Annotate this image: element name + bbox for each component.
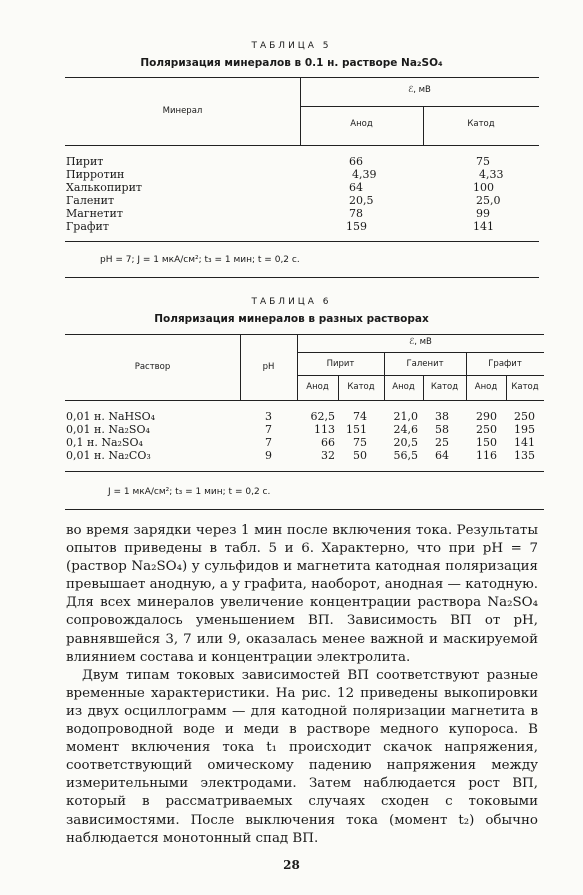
table5-bottom-rule xyxy=(65,241,539,242)
table5-cell-anode: 159 xyxy=(346,220,367,233)
table6-sub-anode: Анод xyxy=(306,382,329,392)
table5-top-rule xyxy=(65,77,539,78)
table6-cell-ph: 7 xyxy=(265,423,272,436)
table5-cell-mineral: Магнетит xyxy=(66,207,123,220)
table6-group-rule xyxy=(297,352,544,353)
table5-header-bottom-rule xyxy=(65,145,539,146)
table6-mineral-graphite: Графит xyxy=(488,359,522,369)
table6-cell-value: 56,5 xyxy=(393,449,418,462)
table5-cell-mineral: Графит xyxy=(66,220,109,233)
table5-cell-anode: 20,5 xyxy=(349,194,374,207)
table6-cell-value: 50 xyxy=(353,449,367,462)
table6-cell-ph: 9 xyxy=(265,449,272,462)
table6-cell-value: 58 xyxy=(435,423,449,436)
page-number: 28 xyxy=(283,858,300,872)
table5-group-rule xyxy=(300,106,539,107)
table5-col-anode: Анод xyxy=(350,119,373,129)
table6-top-rule xyxy=(65,334,544,335)
table5-cell-anode: 64 xyxy=(349,181,363,194)
table6-cell-value: 141 xyxy=(514,436,535,449)
table5-cell-mineral: Халькопирит xyxy=(66,181,142,194)
table6-cell-value: 250 xyxy=(514,410,535,423)
table6-cell-value: 116 xyxy=(476,449,497,462)
table6-cell-value: 66 xyxy=(321,436,335,449)
table5-cell-cathode: 75 xyxy=(476,155,490,168)
table6-sub-cathode: Катод xyxy=(347,382,375,392)
table6-col-solution: Раствор xyxy=(134,362,171,372)
table5-cell-anode: 78 xyxy=(349,207,363,220)
table6-cell-value: 64 xyxy=(435,449,449,462)
table6-cell-solution: 0,1 н. Na₂SO₄ xyxy=(66,436,143,449)
table6-cell-value: 113 xyxy=(314,423,335,436)
table5-col-group: ℰ, мВ xyxy=(408,85,431,95)
paragraph: во время зарядки через 1 мин после включения тока. Результаты опытов приведены в табл. 5 и 6. Характерно, что при pH = 7 (раствор Na₂SO₄) у сульфидов и магнетита катодная поляризация превышает анодную, а у графита, наоборот, анодная — катодную. Для всех минералов увеличение концентрации раствора Na₂SO₄ сопровождалось уменьшением ВП. Зависимость ВП от pH, равнявшейся 3, 7 или 9, оказалась менее важной и маскируемой влиянием состава и концентрации электролита. xyxy=(66,523,538,665)
table5-note: pH = 7; J = 1 мкА/см²; t₃ = 1 мин; t = 0,2 с. xyxy=(100,255,300,265)
table5-title: Поляризация минералов в 0.1 н. растворе Na₂SO₄ xyxy=(140,57,443,69)
table6-cell-solution: 0,01 н. Na₂SO₄ xyxy=(66,423,150,436)
table6-cell-solution: 0,01 н. Na₂CO₃ xyxy=(66,449,151,462)
table6-cell-value: 24,6 xyxy=(393,423,418,436)
table5-cell-cathode: 4,33 xyxy=(479,168,504,181)
table6-sub-cathode: Катод xyxy=(511,382,539,392)
table6-note: J = 1 мкА/см²; t₃ = 1 мин; t = 0,2 с. xyxy=(108,487,271,497)
table6-cell-value: 21,0 xyxy=(393,410,418,423)
table6-cell-ph: 3 xyxy=(265,410,272,423)
table6-cell-value: 250 xyxy=(476,423,497,436)
table5-cell-mineral: Галенит xyxy=(66,194,115,207)
table5-cell-cathode: 141 xyxy=(473,220,494,233)
table6-cell-value: 62,5 xyxy=(310,410,335,423)
table5-note-rule xyxy=(65,277,539,278)
table5-cell-cathode: 25,0 xyxy=(476,194,501,207)
table6-note-rule xyxy=(65,509,544,510)
table5-col-cathode: Катод xyxy=(467,119,495,129)
table5-caption: ТАБЛИЦА 5 xyxy=(251,41,332,51)
table6-title: Поляризация минералов в разных растворах xyxy=(154,313,429,325)
table6-cell-value: 38 xyxy=(435,410,449,423)
table6-sub-anode: Анод xyxy=(474,382,498,392)
table6-mineral-pyrite: Пирит xyxy=(326,359,355,369)
table6-bottom-rule xyxy=(65,471,544,472)
table5-cell-cathode: 100 xyxy=(473,181,494,194)
table6-cell-value: 74 xyxy=(353,410,367,423)
table5-cell-mineral: Пирротин xyxy=(66,168,125,181)
table6-cell-solution: 0,01 н. NaHSO₄ xyxy=(66,410,156,423)
table6-sub-cathode: Катод xyxy=(430,382,459,392)
table5-cell-mineral: Пирит xyxy=(66,155,104,168)
table6-cell-value: 32 xyxy=(321,449,335,462)
table5-cell-anode: 66 xyxy=(349,155,363,168)
table6-cell-value: 195 xyxy=(514,423,535,436)
table6-header-bottom-rule xyxy=(65,400,544,401)
table6-cell-value: 75 xyxy=(353,436,367,449)
table6-cell-value: 20,5 xyxy=(393,436,418,449)
table6-cell-value: 135 xyxy=(514,449,535,462)
table6-cell-value: 25 xyxy=(435,436,449,449)
table6-cell-ph: 7 xyxy=(265,436,272,449)
table6-cell-value: 290 xyxy=(476,410,497,423)
table6-col-ph: pH xyxy=(262,362,275,372)
table6-sub-anode: Анод xyxy=(392,382,415,392)
table6-caption: ТАБЛИЦА 6 xyxy=(251,297,332,307)
table6-cell-value: 150 xyxy=(476,436,497,449)
table6-mineral-galena: Галенит xyxy=(406,359,444,369)
paragraph: Двум типам токовых зависимостей ВП соответствуют разные временные характеристики. На рис. 12 приведены выкопировки из двух осциллограмм — для катодной поляризации магнетита в водопроводной воде и меди в растворе медного купороса. В момент включения тока t₁ происходит скачок напряжения, соответствующий омическому падению напряжения между измерительными электродами. Затем наблюдается рост ВП, который в рассматриваемых случаях сходен с токовыми зависимостями. После выключения тока (момент t₂) обычно наблюдается монотонный спад ВП. xyxy=(66,667,538,846)
body-text xyxy=(66,522,538,848)
table5-cell-anode: 4,39 xyxy=(352,168,377,181)
table5-col-mineral: Минерал xyxy=(162,106,203,116)
table5-cell-cathode: 99 xyxy=(476,207,490,220)
table6-col-group: ℰ, мВ xyxy=(409,337,432,347)
table6-cell-value: 151 xyxy=(346,423,367,436)
